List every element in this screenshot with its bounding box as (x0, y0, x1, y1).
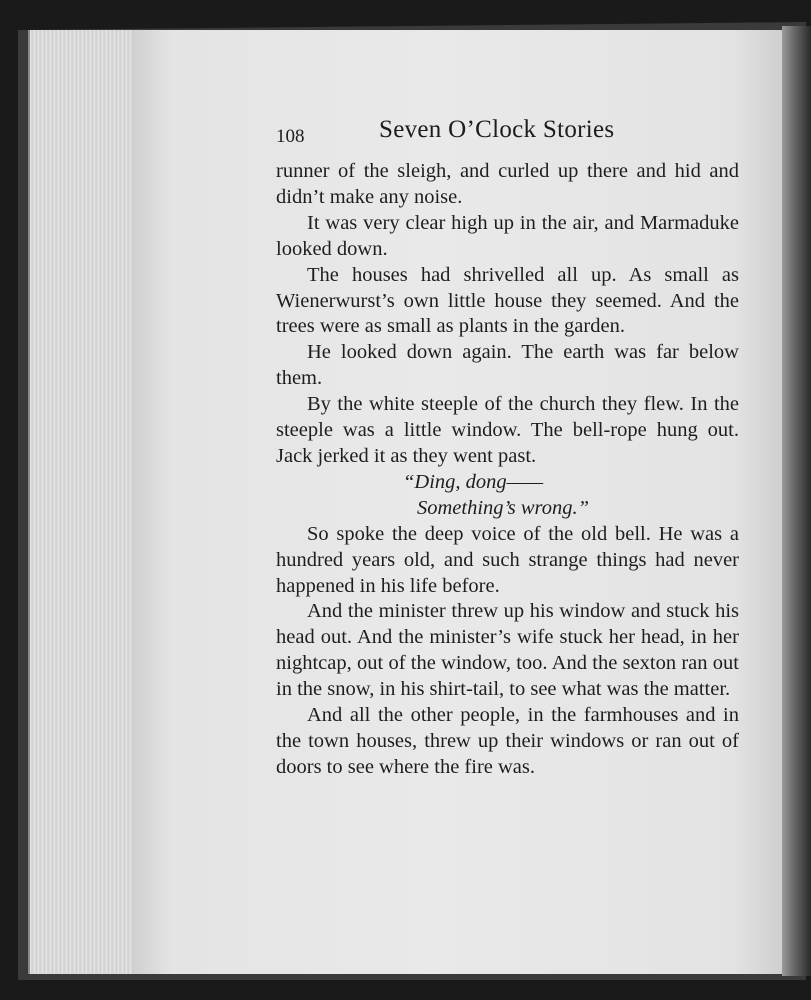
paragraph: So spoke the deep voice of the old bell. He was a hundred years old, and such strange things had never happened in his life before. (276, 522, 739, 597)
paragraph: And all the other people, in the farmhouses and in the town houses, threw up their windows or ran out of doors to see where the fire was. (276, 704, 739, 778)
verse-line: Something’s wrong.” (417, 496, 589, 519)
paragraph: And the minister threw up his window and stuck his head out. And the minister’s wife stuck her head, in her nightcap, out of the window, too. And the sexton ran out in the snow, in his shirt-tail, to see what was the matter. (276, 600, 739, 701)
body-text (276, 159, 739, 781)
paragraph: runner of the sleigh, and curled up there and hid and didn’t make any noise. (276, 160, 739, 208)
running-title: Seven O’Clock Stories (379, 116, 615, 143)
paragraph: By the white steeple of the church they flew. In the steeple was a little window. The bell-rope hung out. Jack jerked it as they went past. (276, 393, 739, 467)
paragraph: The houses had shrivelled all up. As small as Wienerwurst’s own little house they seemed. And the trees were as small as plants in the garden. (276, 263, 739, 338)
verse-line: “Ding, dong—— (403, 470, 544, 493)
paragraph: He looked down again. The earth was far below them. (276, 341, 739, 390)
page-header (0, 116, 811, 152)
verse (276, 470, 739, 522)
page-edges (28, 30, 142, 974)
book-gutter (782, 26, 811, 976)
page-number: 108 (276, 126, 305, 147)
paragraph: It was very clear high up in the air, and Marmaduke looked down. (276, 211, 739, 260)
